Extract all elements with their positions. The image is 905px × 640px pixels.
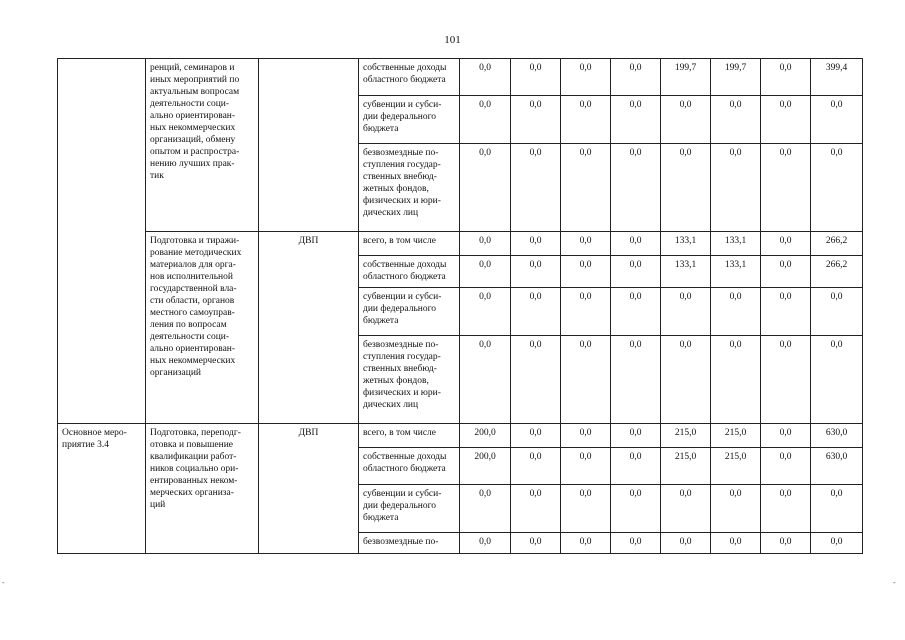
value-cell: 0,0 [611, 485, 661, 533]
value-cell: 0,0 [511, 144, 561, 232]
value-cell: 0,0 [661, 533, 711, 554]
value-cell: 0,0 [611, 448, 661, 485]
value-cell: 0,0 [511, 256, 561, 288]
value-cell: 0,0 [761, 533, 811, 554]
funding-source-cell: субвенции и субси- дии федерального бюджета [359, 288, 460, 336]
value-cell: 0,0 [811, 336, 863, 424]
value-cell: 0,0 [761, 232, 811, 256]
value-cell: 0,0 [611, 336, 661, 424]
value-cell: 215,0 [661, 424, 711, 448]
funding-source-cell: безвозмездные по- [359, 533, 460, 554]
value-cell: 0,0 [460, 232, 511, 256]
value-cell: 0,0 [761, 288, 811, 336]
value-cell: 0,0 [711, 144, 761, 232]
value-cell: 0,0 [761, 336, 811, 424]
edge-mark-right: - [893, 578, 896, 587]
value-cell: 0,0 [761, 96, 811, 144]
funding-source-cell: собственные доходы областного бюджета [359, 256, 460, 288]
value-cell: 199,7 [711, 59, 761, 96]
value-cell: 200,0 [460, 448, 511, 485]
value-cell: 630,0 [811, 448, 863, 485]
value-cell: 0,0 [611, 59, 661, 96]
executor-cell: ДВП [259, 232, 359, 424]
value-cell: 630,0 [811, 424, 863, 448]
value-cell: 0,0 [460, 485, 511, 533]
value-cell: 266,2 [811, 256, 863, 288]
value-cell: 0,0 [711, 336, 761, 424]
value-cell: 0,0 [511, 533, 561, 554]
value-cell: 0,0 [460, 533, 511, 554]
value-cell: 133,1 [711, 256, 761, 288]
value-cell: 0,0 [561, 144, 611, 232]
value-cell: 0,0 [561, 336, 611, 424]
value-cell: 0,0 [561, 59, 611, 96]
activity-cell: Подготовка, переподг- отовка и повышение квалификации работ- ников социально ори- ентированных неком- мерческих организа- ций [146, 424, 259, 554]
value-cell: 0,0 [460, 96, 511, 144]
value-cell: 0,0 [561, 424, 611, 448]
activity-cell: Подготовка и тиражи- рование методических материалов для орга- нов исполнительной государственной вла- сти области, органов местного самоуправ- ления по вопросам деятельности соци- ально ориентирован- ных некоммерческих организаций [146, 232, 259, 424]
value-cell: 0,0 [811, 288, 863, 336]
value-cell: 0,0 [460, 336, 511, 424]
value-cell: 0,0 [761, 256, 811, 288]
value-cell: 0,0 [661, 144, 711, 232]
value-cell: 0,0 [611, 424, 661, 448]
value-cell: 0,0 [611, 96, 661, 144]
value-cell: 0,0 [561, 256, 611, 288]
value-cell: 133,1 [711, 232, 761, 256]
value-cell: 0,0 [460, 144, 511, 232]
value-cell: 0,0 [511, 424, 561, 448]
value-cell: 0,0 [811, 144, 863, 232]
executor-cell [259, 59, 359, 232]
measure-cell: Основное меро- приятие 3.4 [58, 424, 146, 554]
value-cell: 0,0 [761, 485, 811, 533]
value-cell: 0,0 [561, 533, 611, 554]
value-cell: 0,0 [511, 232, 561, 256]
value-cell: 0,0 [711, 533, 761, 554]
value-cell: 0,0 [561, 448, 611, 485]
value-cell: 0,0 [711, 288, 761, 336]
funding-source-cell: безвозмездные по- ступления государ- ственных внебюд- жетных фондов, физических и юри- дических лиц [359, 336, 460, 424]
value-cell: 0,0 [561, 232, 611, 256]
value-cell: 0,0 [761, 144, 811, 232]
value-cell: 0,0 [661, 288, 711, 336]
funding-source-cell: всего, в том числе [359, 232, 460, 256]
funding-source-cell: всего, в том числе [359, 424, 460, 448]
value-cell: 0,0 [611, 144, 661, 232]
activity-cell: ренций, семинаров и иных мероприятий по актуальным вопросам деятельности соци- ально ориентирован- ных некоммерческих организаций, обмену опытом и распростра- нению лучших прак- тик [146, 59, 259, 232]
value-cell: 215,0 [661, 448, 711, 485]
edge-mark-left: - [2, 578, 5, 587]
value-cell: 0,0 [611, 288, 661, 336]
value-cell: 0,0 [511, 448, 561, 485]
value-cell: 133,1 [661, 232, 711, 256]
value-cell: 199,7 [661, 59, 711, 96]
value-cell: 0,0 [611, 232, 661, 256]
value-cell: 0,0 [611, 533, 661, 554]
table-row [58, 232, 863, 256]
funding-source-cell: субвенции и субси- дии федерального бюджета [359, 485, 460, 533]
value-cell: 0,0 [811, 533, 863, 554]
measure-cell [58, 59, 146, 424]
value-cell: 0,0 [511, 485, 561, 533]
value-cell: 0,0 [561, 288, 611, 336]
value-cell: 0,0 [511, 59, 561, 96]
value-cell: 0,0 [661, 336, 711, 424]
value-cell: 0,0 [761, 59, 811, 96]
value-cell: 0,0 [460, 59, 511, 96]
funding-source-cell: собственные доходы областного бюджета [359, 59, 460, 96]
executor-cell: ДВП [259, 424, 359, 554]
value-cell: 0,0 [661, 485, 711, 533]
value-cell: 0,0 [460, 288, 511, 336]
value-cell: 266,2 [811, 232, 863, 256]
value-cell: 215,0 [711, 448, 761, 485]
funding-source-cell: безвозмездные по- ступления государ- ственных внебюд- жетных фондов, физических и юри- дических лиц [359, 144, 460, 232]
value-cell: 0,0 [511, 336, 561, 424]
value-cell: 0,0 [661, 96, 711, 144]
value-cell: 0,0 [811, 485, 863, 533]
value-cell: 0,0 [711, 485, 761, 533]
value-cell: 0,0 [611, 256, 661, 288]
value-cell: 0,0 [511, 96, 561, 144]
value-cell: 0,0 [711, 96, 761, 144]
funding-source-cell: субвенции и субси- дии федерального бюджета [359, 96, 460, 144]
value-cell: 0,0 [761, 424, 811, 448]
budget-table [57, 58, 863, 554]
value-cell: 0,0 [511, 288, 561, 336]
value-cell: 0,0 [761, 448, 811, 485]
value-cell: 200,0 [460, 424, 511, 448]
value-cell: 0,0 [460, 256, 511, 288]
table-row [58, 59, 863, 96]
value-cell: 399,4 [811, 59, 863, 96]
funding-source-cell: собственные доходы областного бюджета [359, 448, 460, 485]
value-cell: 0,0 [561, 96, 611, 144]
table-row [58, 424, 863, 448]
value-cell: 0,0 [811, 96, 863, 144]
value-cell: 133,1 [661, 256, 711, 288]
value-cell: 215,0 [711, 424, 761, 448]
page-number: 101 [444, 34, 461, 46]
value-cell: 0,0 [561, 485, 611, 533]
